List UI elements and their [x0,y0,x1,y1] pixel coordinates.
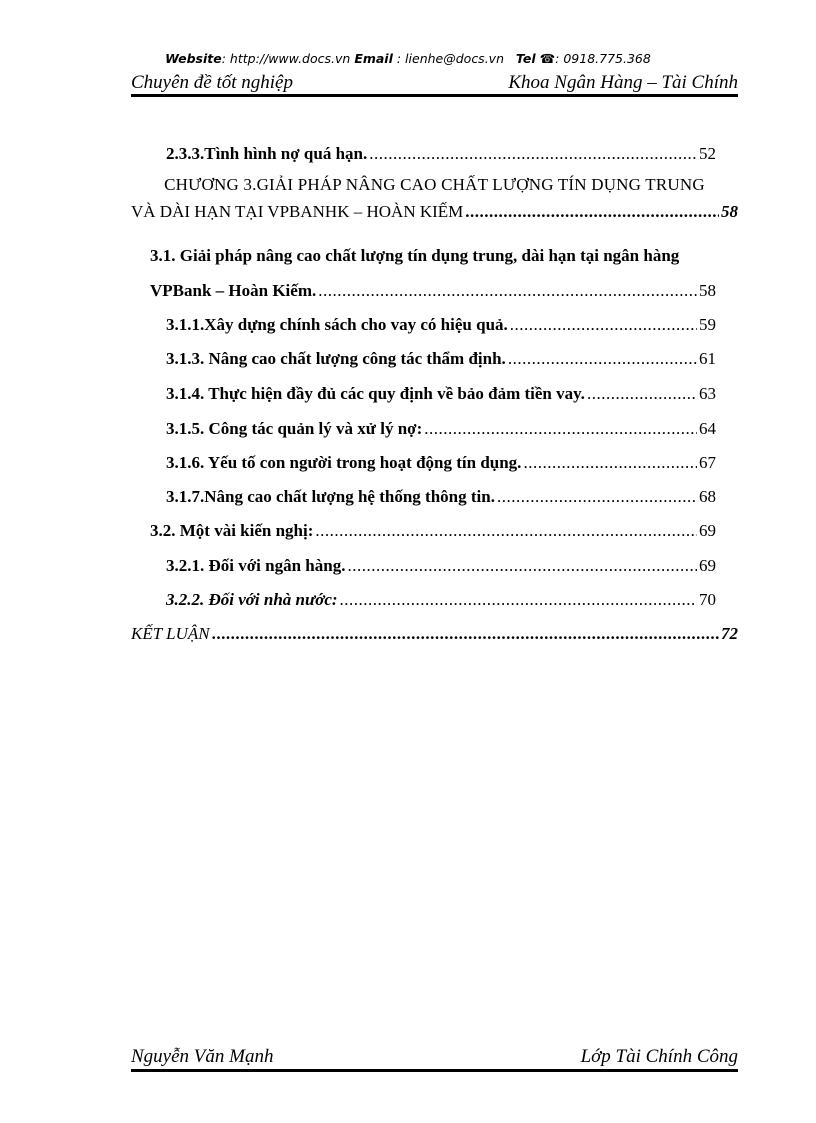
toc-entry-page: 69 [699,521,716,540]
email-link[interactable]: : lienhe@docs.vn [396,51,504,66]
toc-entry-title: KẾT LUẬN [131,624,210,643]
toc-entry-3-1[interactable] [150,278,716,304]
page-header [131,72,738,94]
footer-rule [131,1069,738,1072]
toc-entry-title: 3.1.1.Xây dựng chính sách cho vay có hiệu quả. [166,315,508,334]
toc-entry-3-1-6[interactable] [166,450,716,476]
toc-entry-3-2-1[interactable] [166,553,716,579]
toc-entry-title: VPBank – Hoàn Kiếm. [150,281,317,300]
footer-author: Nguyễn Văn Mạnh [131,1046,274,1067]
toc-entry-title: 3.2.1. Đối với ngân hàng. [166,556,346,575]
toc-entry-page: 72 [721,624,738,643]
toc-chapter-3-line1[interactable]: CHƯƠNG 3.GIẢI PHÁP NÂNG CAO CHẤT LƯỢNG TÍN DỤNG TRUNG [164,175,705,194]
toc-entry-3-1-4[interactable] [166,381,716,407]
toc-entry-title: 3.1.5. Công tác quản lý và xử lý nợ: [166,419,423,438]
phone-icon: ☎ [539,51,556,66]
toc-entry-page: 63 [699,384,716,403]
toc-chapter-3-line2: VÀ DÀI HẠN TẠI VPBANHK – HOÀN KIẾM [131,202,464,221]
website-link[interactable]: : http://www.docs.vn [221,51,351,66]
site-contact-line [0,51,816,66]
toc-entry-title: 3.1.6. Yếu tố con người trong hoạt động tín dụng. [166,453,522,472]
toc-entry-2-3-3[interactable] [166,141,716,167]
toc-entry-3-1-1[interactable] [166,312,716,338]
toc-entry-title: 3.2. Một vài kiến nghị: [150,521,314,540]
toc-leader-dots [318,278,697,304]
toc-leader-dots [465,199,719,225]
toc-leader-dots [347,553,697,579]
toc-conclusion[interactable] [131,621,738,647]
toc-leader-dots [523,450,697,476]
toc-leader-dots [212,621,719,647]
header-right: Khoa Ngân Hàng – Tài Chính [508,72,738,93]
toc-entry-title: 3.1.4. Thực hiện đầy đủ các quy định về bảo đảm tiền vay. [166,384,585,403]
header-rule [131,94,738,97]
toc-leader-dots [340,587,697,613]
header-left: Chuyên đề tốt nghiệp [131,72,293,93]
toc-leader-dots [369,141,697,167]
toc-entry-title: 3.1.7.Nâng cao chất lượng hệ thống thông tin. [166,487,495,506]
footer-class: Lớp Tài Chính Công [580,1046,738,1067]
toc-leader-dots [424,416,697,442]
toc-entry-page: 69 [699,556,716,575]
toc-leader-dots [510,312,697,338]
toc-entry-title: 3.1.3. Nâng cao chất lượng công tác thẩm định. [166,349,506,368]
website-label: Website [165,51,222,66]
toc-entry-page: 58 [699,281,716,300]
toc-entry-title: 3.2.2. Đối với nhà nước: [166,590,338,609]
page-footer [131,1046,738,1068]
toc-entry-page: 70 [699,590,716,609]
email-label: Email [354,51,393,66]
toc-entry-title: 2.3.3.Tình hình nợ quá hạn. [166,144,368,163]
tel-label: Tel [515,51,536,66]
toc-entry-page: 64 [699,419,716,438]
toc-entry-3-1-7[interactable] [166,484,716,510]
toc-entry-3-2-2[interactable] [166,587,716,613]
tel-value: : 0918.775.368 [555,51,651,66]
toc-leader-dots [315,518,697,544]
toc-entry-3-1-3[interactable] [166,346,716,372]
toc-entry-3-1-5[interactable] [166,416,716,442]
toc-entry-page: 67 [699,453,716,472]
toc-entry-page: 68 [699,487,716,506]
toc-entry-page: 52 [699,144,716,163]
toc-entry-3-2[interactable] [150,518,716,544]
toc-leader-dots [508,346,697,372]
toc-entry-page: 59 [699,315,716,334]
toc-entry-page: 61 [699,349,716,368]
toc-entry-3-1-line1[interactable]: 3.1. Giải pháp nâng cao chất lượng tín dụng trung, dài hạn tại ngân hàng [150,246,680,265]
toc-chapter-3-page: 58 [721,202,738,221]
toc-chapter-3[interactable] [131,199,738,225]
toc-leader-dots [497,484,697,510]
toc-leader-dots [587,381,697,407]
